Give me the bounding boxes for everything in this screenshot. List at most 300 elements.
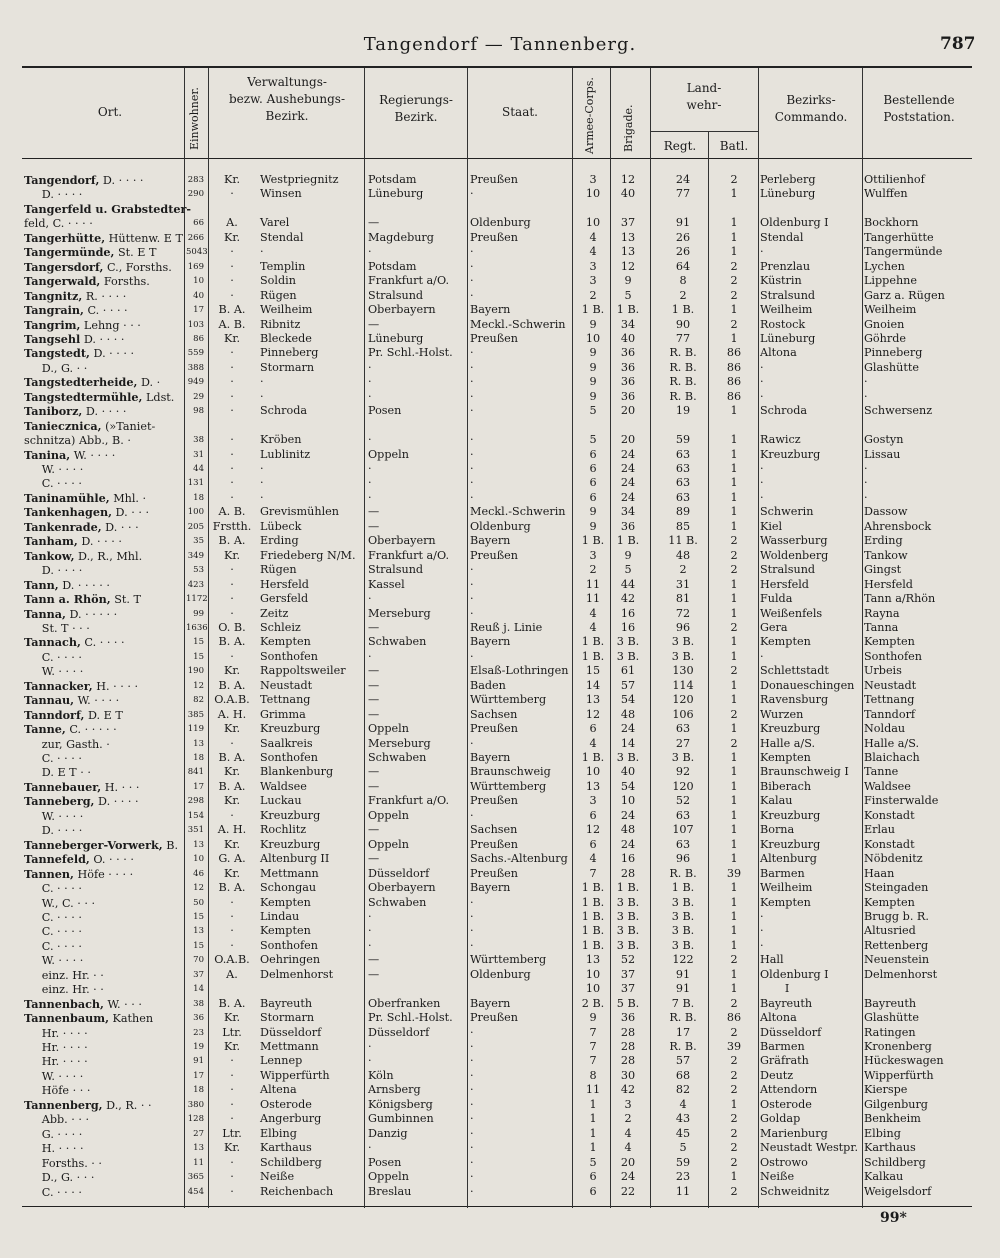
ort-name: Tannau,	[24, 693, 75, 708]
cell-s: Württemberg	[470, 953, 547, 967]
ort-detail: Forsths. · ·	[24, 1156, 102, 1170]
cell-s: ·	[470, 447, 474, 461]
cell-e: 131	[187, 478, 204, 489]
cell-s: Oldenburg	[470, 967, 531, 981]
cell-lr: R. B.	[669, 866, 697, 880]
ort-name: Tannebauer,	[24, 779, 102, 794]
cell-b: 3 B.	[616, 895, 640, 909]
ort-detail: W. · · ·	[103, 997, 142, 1011]
cell-lb: 1	[730, 230, 738, 244]
cell-a: 9	[589, 1011, 597, 1025]
cell-a: 4	[589, 245, 597, 259]
cell-lb: 1	[730, 837, 738, 851]
cell-bk: ·	[760, 490, 764, 504]
cell-ort	[24, 231, 184, 246]
cell-k: ·	[230, 1112, 234, 1126]
cell-s: ·	[470, 404, 474, 418]
cell-lr: R. B.	[669, 346, 697, 360]
cell-v: Karthaus	[260, 1141, 312, 1155]
cell-bk: Biberach	[760, 779, 812, 793]
cell-ort	[24, 1083, 184, 1098]
cell-r: —	[368, 953, 380, 967]
cell-b: 24	[620, 462, 636, 475]
cell-p: Kempten	[864, 635, 915, 649]
cell-s: Bayern	[470, 534, 511, 548]
cell-a: 4	[589, 620, 597, 634]
cell-lr: 64	[675, 259, 691, 273]
ort-detail: Mhl. ·	[109, 491, 147, 505]
cell-bk: ·	[760, 649, 764, 663]
ort-detail: G. · · · ·	[24, 1127, 83, 1141]
cell-p: Lissau	[864, 447, 901, 461]
cell-ort	[24, 274, 184, 289]
cell-ort	[24, 794, 184, 809]
cell-p: ·	[864, 375, 868, 389]
cell-bk: Schlettstadt	[760, 664, 829, 678]
cell-ort	[24, 1040, 184, 1055]
cell-e: 17	[193, 781, 204, 792]
ort-detail: D. · · · ·	[82, 405, 127, 419]
cell-k: ·	[230, 245, 234, 259]
cell-k: ·	[230, 895, 234, 909]
cell-a: 6	[589, 462, 597, 475]
cell-a: 1 B.	[581, 635, 605, 649]
cell-p: Konstadt	[864, 808, 915, 822]
ort-name: Tanham,	[24, 534, 78, 549]
cell-k: ·	[230, 1170, 234, 1184]
cell-s: Preußen	[470, 794, 519, 808]
ort-detail: D., G. · · ·	[24, 1171, 95, 1185]
cell-v: ·	[260, 462, 264, 475]
cell-v: Elbing	[260, 1126, 297, 1140]
cell-b: 37	[620, 967, 636, 981]
cell-lb: 2	[730, 1126, 738, 1140]
cell-s: ·	[470, 563, 474, 577]
cell-p: Tankow	[864, 548, 908, 562]
cell-r: Schwaben	[368, 895, 427, 909]
cell-ort	[24, 520, 184, 535]
cell-s: ·	[470, 433, 474, 447]
cell-a: 11	[585, 592, 601, 606]
cell-lr: 85	[675, 519, 691, 533]
cell-ort	[24, 260, 184, 275]
cell-lb: 1	[730, 490, 738, 504]
header-line: Verwaltungs-	[247, 75, 327, 89]
cell-k: ·	[230, 736, 234, 750]
cell-lb: 1	[730, 303, 738, 317]
cell-r: Arnsberg	[368, 1083, 421, 1097]
cell-lr: 2	[679, 563, 687, 577]
cell-lb: 86	[726, 1011, 742, 1025]
cell-a: 5	[589, 433, 597, 447]
cell-k: B. A.	[218, 881, 246, 895]
cell-lr: 24	[675, 173, 691, 186]
ort-detail: H. · · · ·	[92, 679, 139, 693]
cell-k: ·	[230, 1097, 234, 1111]
cell-bk: ·	[760, 924, 764, 938]
cell-k: ·	[230, 375, 234, 389]
cell-b: 24	[620, 447, 636, 461]
cell-r: —	[368, 664, 380, 678]
cell-bk: Ravensburg	[760, 693, 829, 707]
cell-lr: R. B.	[669, 389, 697, 403]
cell-lb: 1	[730, 693, 738, 707]
cell-v: Stormarn	[260, 1011, 315, 1025]
table-row	[0, 578, 1000, 592]
table-row	[0, 202, 1000, 216]
cell-lb: 2	[730, 707, 738, 721]
table-row	[0, 375, 1000, 389]
table-row	[0, 1170, 1000, 1184]
cell-lb: 2	[730, 1112, 738, 1126]
cell-e: 841	[187, 767, 204, 778]
cell-r: ·	[368, 592, 372, 606]
cell-bk: Neustadt Westpr.	[760, 1141, 859, 1155]
cell-e: 10	[193, 854, 204, 865]
cell-p: Haan	[864, 866, 895, 880]
cell-b: 12	[620, 259, 636, 273]
ort-detail: W. · · · ·	[24, 1069, 84, 1083]
header-landwehr	[652, 80, 756, 114]
cell-e: 17	[193, 305, 204, 316]
ort-name: Taninamühle,	[24, 490, 110, 505]
ort-name: Tannenbaum,	[24, 1011, 109, 1026]
cell-bk: Barmen	[760, 1040, 805, 1053]
cell-b: 28	[620, 866, 636, 880]
cell-p: Weigelsdorf	[864, 1184, 932, 1198]
ort-detail: D. · · · · ·	[65, 607, 118, 621]
cell-ort	[24, 896, 184, 911]
ort-name: Tangstedt,	[24, 346, 90, 361]
cell-a: 9	[589, 360, 597, 374]
cell-ort	[24, 708, 184, 723]
ort-detail: Höfe · · ·	[24, 1084, 91, 1098]
cell-ort	[24, 607, 184, 622]
ort-detail: D. · · · · ·	[58, 578, 110, 592]
cell-b: 24	[620, 476, 636, 490]
cell-a: 9	[589, 346, 597, 360]
table-row	[0, 722, 1000, 736]
cell-k: ·	[230, 1068, 234, 1082]
cell-b: 3 B.	[616, 649, 640, 663]
cell-v: Schroda	[260, 404, 308, 418]
cell-k: Kr.	[223, 230, 241, 244]
cell-r: Oberfranken	[368, 996, 441, 1010]
cell-p: Lippehne	[864, 274, 917, 288]
cell-r: Oppeln	[368, 1170, 409, 1184]
cell-a: 1 B.	[581, 534, 605, 548]
cell-e: 40	[193, 290, 204, 301]
ort-name: Tanne,	[24, 722, 66, 737]
cell-p: Gnoien	[864, 317, 905, 331]
cell-s: ·	[470, 606, 474, 620]
cell-lb: 1	[730, 404, 738, 418]
cell-a: 1 B.	[581, 895, 605, 909]
cell-k: A.	[226, 967, 238, 981]
header-regierung	[366, 92, 466, 126]
cell-r: ·	[368, 1054, 372, 1068]
ort-detail: D. · · · ·	[80, 332, 125, 346]
cell-k: ·	[230, 346, 234, 360]
cell-r: ·	[368, 433, 372, 447]
cell-k: Ltr.	[222, 1126, 242, 1140]
table-row	[0, 737, 1000, 751]
cell-bk: Perleberg	[760, 173, 816, 186]
cell-v: Kempten	[260, 635, 311, 649]
cell-lr: 3 B.	[671, 649, 695, 663]
table-row	[0, 1141, 1000, 1155]
cell-p: ·	[864, 462, 868, 475]
header-line: wehr-	[686, 98, 722, 112]
cell-s: Elsaß-Lothringen	[470, 664, 569, 678]
cell-s: Bayern	[470, 751, 511, 764]
table-row	[0, 346, 1000, 360]
cell-b: 54	[620, 779, 636, 793]
cell-bk: Donaueschingen	[760, 678, 855, 692]
cell-bk: Prenzlau	[760, 259, 811, 273]
cell-v: Winsen	[260, 187, 302, 201]
cell-lr: 3 B.	[671, 635, 695, 649]
cell-a: 3	[589, 259, 597, 273]
cell-k: Kr.	[223, 1141, 241, 1155]
cell-e: 380	[187, 1099, 204, 1110]
ort-detail: feld, C. · · · ·	[24, 217, 93, 231]
cell-v: Soldin	[260, 274, 296, 288]
table-row	[0, 592, 1000, 606]
cell-e: 46	[193, 868, 204, 879]
ort-name: Tangerwald,	[24, 274, 101, 289]
cell-b: 3 B.	[616, 938, 640, 952]
cell-r: Pr. Schl.-Holst.	[368, 1011, 453, 1025]
cell-lr: 114	[672, 678, 694, 692]
cell-r: Oppeln	[368, 447, 409, 461]
cell-lr: 4	[679, 1097, 687, 1111]
cell-s: ·	[470, 245, 474, 259]
cell-s: ·	[470, 1141, 474, 1155]
cell-ort	[24, 809, 184, 824]
ort-detail: (»Taniet-	[101, 419, 156, 433]
cell-bk: Altona	[760, 1011, 797, 1025]
cell-s: ·	[470, 736, 474, 750]
cell-ort	[24, 953, 184, 968]
bottom-rule	[22, 1206, 972, 1207]
cell-p: Neustadt	[864, 678, 917, 692]
cell-r: Frankfurt a/O.	[368, 274, 450, 288]
cell-v: Lublinitz	[260, 447, 311, 461]
cell-s: Bayern	[470, 635, 511, 649]
cell-p: Waldsee	[864, 779, 911, 793]
cell-v: Saalkreis	[260, 736, 313, 750]
cell-b: 24	[620, 490, 636, 504]
table-row	[0, 1185, 1000, 1199]
cell-b: 36	[620, 389, 636, 403]
cell-r: Posen	[368, 404, 402, 418]
cell-s: ·	[470, 1054, 474, 1068]
cell-a: 9	[589, 317, 597, 331]
cell-e: 454	[187, 1186, 204, 1197]
cell-b: 12	[620, 173, 636, 186]
cell-bk: ·	[760, 909, 764, 923]
cell-bk: Düsseldorf	[760, 1025, 822, 1039]
cell-v: Altena	[260, 1083, 297, 1097]
table-row	[0, 462, 1000, 476]
table-row	[0, 1112, 1000, 1126]
cell-bk: Attendorn	[760, 1083, 818, 1097]
cell-k: O. B.	[218, 620, 246, 634]
cell-b: 36	[620, 1011, 636, 1025]
table-row	[0, 1026, 1000, 1040]
cell-a: 1	[589, 1112, 597, 1126]
cell-lb: 2	[730, 548, 738, 562]
cell-s: Bayern	[470, 881, 511, 895]
cell-lr: 7 B.	[671, 996, 695, 1010]
cell-r: —	[368, 779, 380, 793]
cell-a: 1 B.	[581, 924, 605, 938]
cell-a: 11	[585, 1083, 601, 1097]
cell-k: A. H.	[217, 707, 247, 721]
cell-s: Sachs.-Altenburg	[470, 852, 568, 866]
cell-r: Stralsund	[368, 288, 424, 302]
cell-lb: 1	[730, 751, 738, 764]
cell-r: —	[368, 317, 380, 331]
table-row	[0, 404, 1000, 418]
table-row	[0, 187, 1000, 201]
cell-s: ·	[470, 1068, 474, 1082]
table-row	[0, 361, 1000, 375]
cell-s: Preußen	[470, 230, 519, 244]
cell-r: Oppeln	[368, 808, 409, 822]
table-row	[0, 173, 1000, 187]
ort-name: Tankow,	[24, 548, 75, 563]
cell-lr: 11 B.	[668, 534, 698, 548]
cell-k: ·	[230, 577, 234, 591]
cell-lr: 45	[675, 1126, 691, 1140]
ort-name: Taniborz,	[24, 404, 83, 419]
cell-lb: 1	[730, 505, 738, 519]
cell-p: Brugg b. R.	[864, 909, 929, 923]
cell-s: ·	[470, 476, 474, 490]
table-row	[0, 1127, 1000, 1141]
table-row	[0, 390, 1000, 404]
ort-detail: D. E T · ·	[24, 766, 91, 780]
cell-r: ·	[368, 245, 372, 259]
cell-a: 3	[589, 794, 597, 808]
cell-b: 40	[620, 765, 636, 779]
cell-s: Meckl.-Schwerin	[470, 505, 566, 519]
cell-bk: Altenburg	[760, 852, 817, 866]
cell-k: Kr.	[223, 1011, 241, 1025]
cell-lb: 1	[730, 938, 738, 952]
cell-s: Preußen	[470, 837, 519, 851]
cell-bk: Gräfrath	[760, 1054, 809, 1068]
cell-v: Gersfeld	[260, 592, 309, 606]
cell-ort	[24, 491, 184, 506]
cell-lr: 63	[675, 447, 691, 461]
cell-p: Tangermünde	[864, 245, 943, 259]
cell-v: Mettmann	[260, 1040, 319, 1053]
cell-r: ·	[368, 360, 372, 374]
cell-v: Delmenhorst	[260, 967, 334, 981]
cell-s: Oldenburg	[470, 216, 531, 230]
cell-r: Potsdam	[368, 173, 417, 186]
cell-p: Tanne	[864, 765, 899, 779]
cell-s: ·	[470, 187, 474, 201]
cell-lb: 1	[730, 187, 738, 201]
cell-p: Tanndorf	[864, 707, 916, 721]
cell-b: 52	[620, 953, 636, 967]
cell-s: Preußen	[470, 1011, 519, 1025]
cell-e: 349	[187, 550, 204, 561]
cell-a: 10	[585, 765, 601, 779]
cell-lr: 23	[675, 1170, 691, 1184]
cell-bk: Woldenberg	[760, 548, 829, 562]
cell-p: Finsterwalde	[864, 794, 939, 808]
landwehr-rule	[650, 131, 758, 132]
cell-ort	[24, 318, 184, 333]
cell-lb: 2	[730, 563, 738, 577]
cell-r: ·	[368, 649, 372, 663]
cell-b: 40	[620, 331, 636, 345]
cell-bk: Neiße	[760, 1170, 795, 1184]
table-row	[0, 419, 1000, 433]
cell-a: 7	[589, 1025, 597, 1039]
cell-ort	[24, 303, 184, 318]
cell-v: Lindau	[260, 909, 300, 923]
cell-v: Hersfeld	[260, 577, 309, 591]
cell-p: Hersfeld	[864, 577, 913, 591]
cell-r: ·	[368, 938, 372, 952]
cell-v: ·	[260, 375, 264, 389]
cell-b: 4	[624, 1141, 632, 1155]
cell-k: B. A.	[218, 996, 246, 1010]
cell-s: Preußen	[470, 866, 519, 880]
cell-s: ·	[470, 1083, 474, 1097]
table-row	[0, 924, 1000, 938]
ort-detail: D. · · · ·	[77, 535, 122, 549]
cell-e: 82	[193, 695, 204, 706]
cell-k: Kr.	[223, 794, 241, 808]
ort-detail: H. · · ·	[101, 780, 140, 794]
cell-lr: 27	[675, 736, 691, 750]
cell-a: 3	[589, 548, 597, 562]
cell-lr: 63	[675, 462, 691, 475]
ort-detail: D. · · · ·	[24, 188, 83, 202]
cell-p: Schwersenz	[864, 404, 933, 418]
cell-k: ·	[230, 360, 234, 374]
cell-p: Schildberg	[864, 1155, 926, 1169]
cell-lb: 1	[730, 649, 738, 663]
cell-p: Ratingen	[864, 1025, 916, 1039]
cell-bk: Stralsund	[760, 288, 816, 302]
cell-v: Schleiz	[260, 620, 301, 634]
cell-b: 16	[620, 606, 636, 620]
cell-e: 91	[193, 1056, 204, 1067]
cell-ort	[24, 419, 184, 434]
cell-a: 2 B.	[581, 996, 605, 1010]
cell-bk: Lüneburg	[760, 331, 816, 345]
cell-r: Köln	[368, 1068, 394, 1082]
table-row	[0, 1040, 1000, 1054]
cell-bk: Kempten	[760, 635, 811, 649]
cell-k: Kr.	[223, 1040, 241, 1053]
cell-ort	[24, 635, 184, 650]
cell-ort	[24, 216, 184, 231]
cell-b: 10	[620, 794, 636, 808]
cell-k: A. H.	[217, 823, 247, 837]
cell-a: 3	[589, 173, 597, 186]
cell-r: ·	[368, 389, 372, 403]
cell-p: Wulffen	[864, 187, 908, 201]
